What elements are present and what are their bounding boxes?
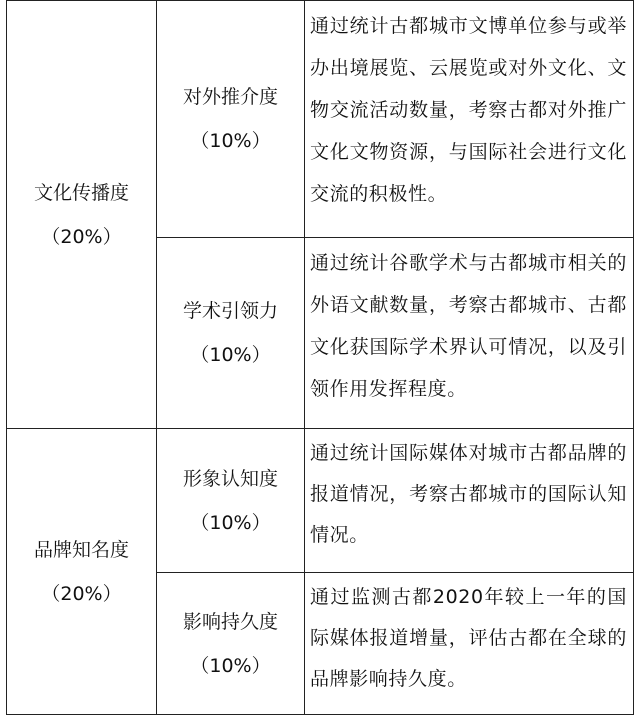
category-name: 品牌知名度	[33, 538, 129, 561]
category-name: 文化传播度	[33, 181, 129, 204]
sub-indicator-name: 学术引领力	[182, 300, 278, 322]
sub-indicator-name: 形象认知度	[182, 467, 278, 490]
category-cell-cultural-communication	[7, 1, 157, 429]
description-cell: 通过统计古都城市文博单位参与或举办出境展览、云展览或对外文化、文物交流活动数量，考察古都对外推广文化文物资源，与国际社会进行文化交流的积极性。	[305, 1, 634, 238]
sub-indicator-weight: （10%）	[190, 130, 271, 152]
category-weight: （20%）	[41, 225, 122, 248]
sub-indicator-cell	[157, 238, 305, 429]
sub-indicator-weight: （10%）	[190, 511, 271, 534]
category-weight: （20%）	[41, 582, 122, 605]
description-cell: 通过统计谷歌学术与古都城市相关的外语文献数量，考察古都城市、古都文化获国际学术界认可情况，以及引领作用发挥程度。	[305, 238, 634, 429]
sub-indicator-cell	[157, 1, 305, 238]
description-cell: 通过统计国际媒体对城市古都品牌的报道情况，考察古都城市的国际认知情况。	[305, 429, 634, 573]
table-row	[7, 1, 634, 238]
sub-indicator-name: 对外推介度	[182, 86, 278, 108]
sub-indicator-weight: （10%）	[190, 654, 271, 677]
sub-indicator-cell	[157, 573, 305, 715]
sub-indicator-cell	[157, 429, 305, 573]
sub-indicator-weight: （10%）	[190, 344, 271, 366]
description-cell: 通过监测古都2020年较上一年的国际媒体报道增量，评估古都在全球的品牌影响持久度。	[305, 573, 634, 715]
sub-indicator-name: 影响持久度	[182, 610, 278, 633]
indicator-table	[6, 0, 634, 715]
category-cell-brand-awareness	[7, 429, 157, 715]
table-row	[7, 429, 634, 573]
